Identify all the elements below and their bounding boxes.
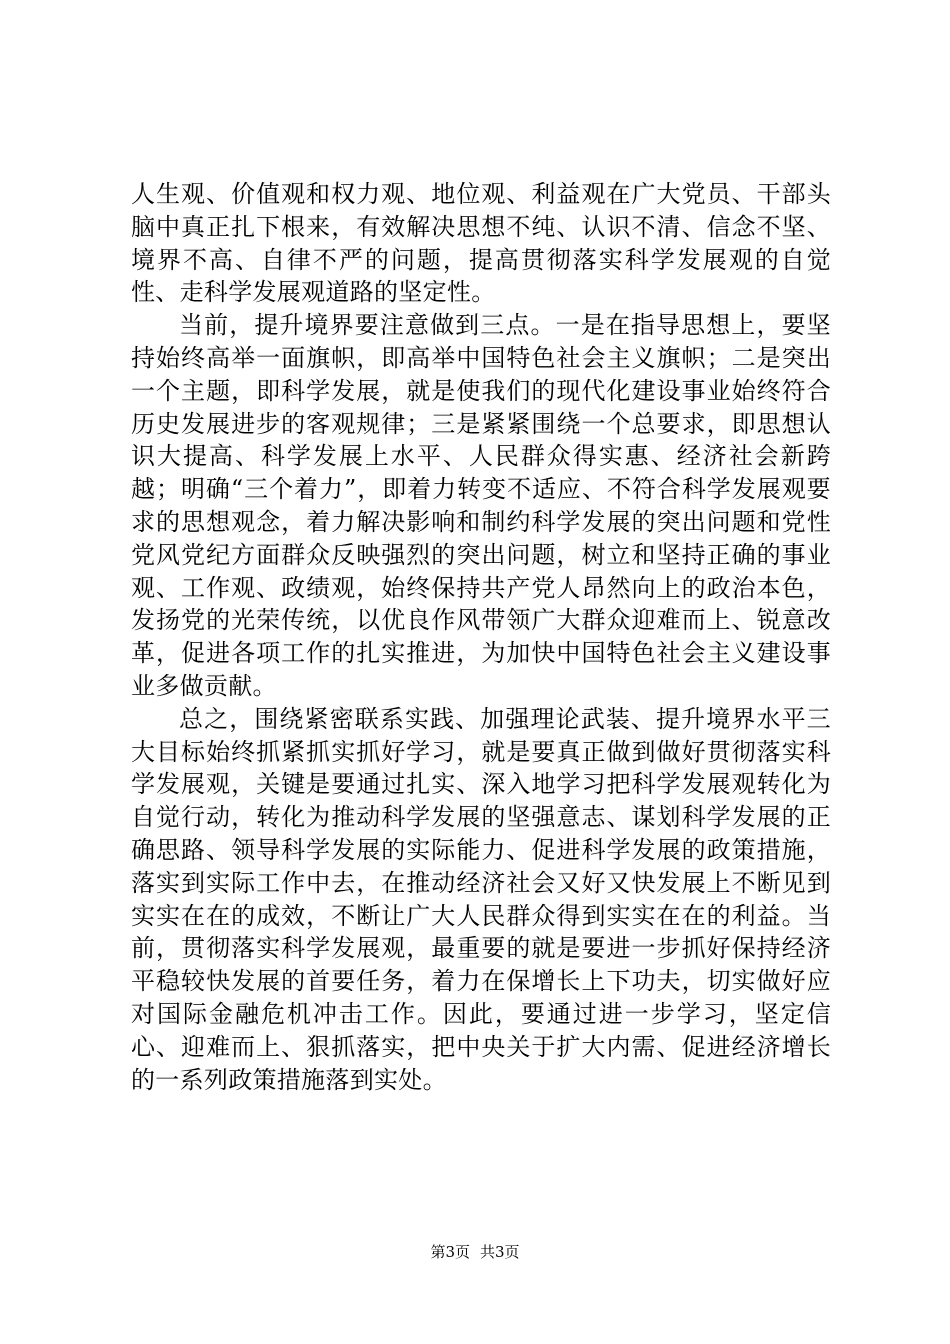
document-body — [131, 178, 831, 1096]
paragraph-2: 当前，提升境界要注意做到三点。一是在指导思想上，要坚持始终高举一面旗帜，即高举中国特色社会主义旗帜；二是突出一个主题，即科学发展，就是使我们的现代化建设事业始终符合历史发展进步的客观规律；三是紧紧围绕一个总要求，即思想认识大提高、科学发展上水平、人民群众得实惠、经济社会新跨越；明确“三个着力”，即着力转变不适应、不符合科学发展观要求的思想观念，着力解决影响和制约科学发展的突出问题和党性党风党纪方面群众反映强烈的突出问题，树立和坚持正确的事业观、工作观、政绩观，始终保持共产党人昂然向上的政治本色，发扬党的光荣传统，以优良作风带领广大群众迎难而上、锐意改革，促进各项工作的扎实推进，为加快中国特色社会主义建设事业多做贡献。 — [131, 311, 831, 700]
page-number: 第3页 — [430, 1243, 470, 1261]
page-total: 共3页 — [480, 1243, 520, 1261]
paragraph-1: 人生观、价值观和权力观、地位观、利益观在广大党员、干部头脑中真正扎下根来，有效解决思想不纯、认识不清、信念不坚、境界不高、自律不严的问题，提高贯彻落实科学发展观的自觉性、走科学发展观道路的坚定性。 — [131, 180, 831, 307]
paragraph-3: 总之，围绕紧密联系实践、加强理论武装、提升境界水平三大目标始终抓紧抓实抓好学习，就是要真正做到做好贯彻落实科学发展观，关键是要通过扎实、深入地学习把科学发展观转化为自觉行动，转化为推动科学发展的坚强意志、谋划科学发展的正确思路、领导科学发展的实际能力、促进科学发展的政策措施，落实到实际工作中去，在推动经济社会又好又快发展上不断见到实实在在的成效，不断让广大人民群众得到实实在在的利益。当前，贯彻落实科学发展观，最重要的就是要进一步抓好保持经济平稳较快发展的首要任务，着力在保增长上下功夫，切实做好应对国际金融危机冲击工作。因此，要通过进一步学习，坚定信心、迎难而上、狠抓落实，把中央关于扩大内需、促进经济增长的一系列政策措施落到实处。 — [131, 704, 831, 1094]
page-footer — [0, 1242, 950, 1262]
